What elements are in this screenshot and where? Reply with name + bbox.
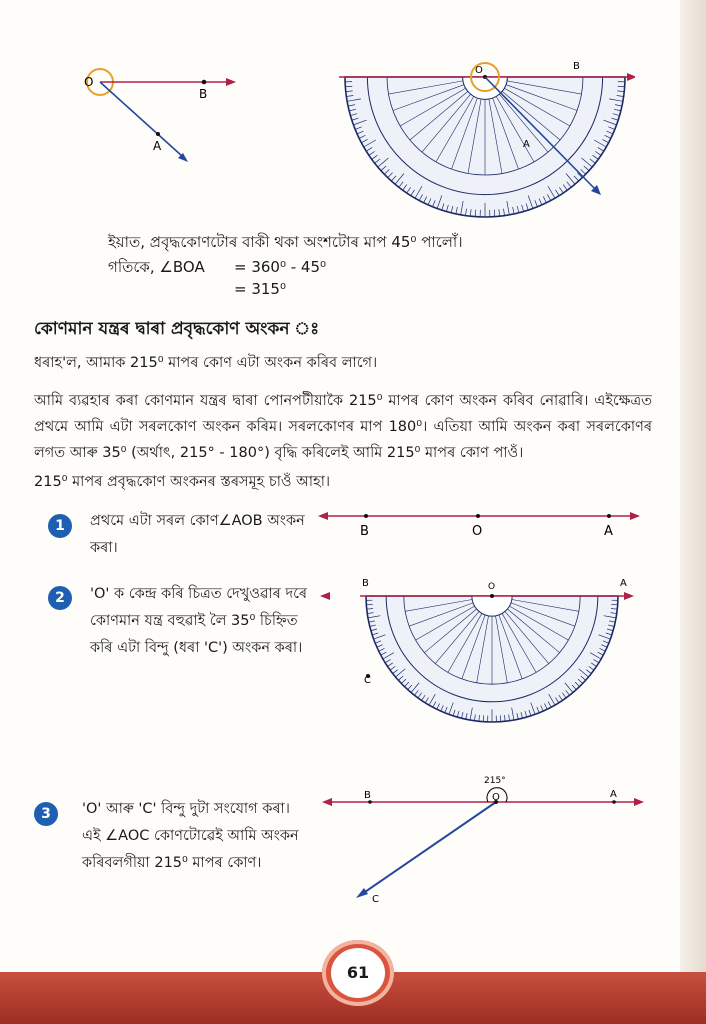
label-a: A <box>523 139 530 150</box>
label-b: B <box>360 524 369 539</box>
label-b: B <box>362 578 369 589</box>
label-a: A <box>610 789 617 800</box>
arrowhead-c <box>356 888 368 898</box>
step-1-badge: 1 <box>48 514 72 538</box>
protractor <box>320 592 634 722</box>
arrowhead-left <box>322 798 332 806</box>
arrowhead-b <box>226 78 236 86</box>
label-c: C <box>372 894 379 905</box>
label-o: O <box>492 792 500 803</box>
label-o: O <box>488 582 496 592</box>
intro-line-2-value: = 360⁰ - 45⁰ <box>234 258 327 276</box>
para-1: ধৰাহ'ল, আমাক 215⁰ মাপৰ কোণ এটা অংকন কৰিব লাগে। <box>34 355 378 371</box>
angle-label: 215° <box>484 776 506 786</box>
point-a <box>612 800 616 804</box>
label-b: B <box>364 790 371 801</box>
protractor <box>339 63 635 217</box>
para-3: 215⁰ মাপৰ প্ৰবৃদ্ধকোণ অংকনৰ স্তৰসমূহ চাওঁ আহা। <box>34 474 331 490</box>
point-a <box>607 514 611 518</box>
label-o: O <box>84 75 94 89</box>
point-b <box>202 80 207 85</box>
label-b: B <box>199 87 208 101</box>
label-o: O <box>472 524 483 539</box>
label-o: O <box>475 65 483 76</box>
center-point <box>490 594 494 598</box>
label-a: A <box>604 524 613 539</box>
arrowhead-left <box>320 592 330 600</box>
ray-oc <box>362 802 496 894</box>
figure-reflex-angle <box>80 60 250 170</box>
arrowhead-right <box>630 512 640 520</box>
intro-line-2-prefix: গতিকে, ∠BOA <box>108 258 205 276</box>
figure-protractor-1 <box>335 55 635 225</box>
label-a: A <box>153 139 162 153</box>
page-number: 61 <box>331 948 385 998</box>
figure-protractor-2 <box>320 576 645 746</box>
figure-straight-angle <box>318 506 648 540</box>
section-heading: কোণমান যন্ত্ৰৰ দ্বাৰা প্ৰবৃদ্ধকোণ অংকন ঃ <box>34 319 320 339</box>
arrowhead-right <box>624 592 634 600</box>
label-b: B <box>573 61 580 72</box>
figure-reflex-215 <box>320 770 650 910</box>
step-2-badge: 2 <box>48 586 72 610</box>
label-c: C <box>364 675 371 686</box>
step-3-text: 'O' আৰু 'C' বিন্দু দুটা সংযোগ কৰা। এই ∠AOC কোণটোৱেই আমি অংকন কৰিবলগীয়া 215⁰ মাপৰ কোণ। <box>82 801 299 871</box>
point-a <box>156 132 160 136</box>
para-2: আমি ব্যৱহাৰ কৰা কোণমান যন্ত্ৰৰ দ্বাৰা পোনপটীয়াকৈ 215⁰ মাপৰ কোণ অংকন কৰিব নোৱাৰি। এইক্ষেত্ৰত প্ৰথমে আমি এটা সৰলকোণ অংকন কৰিম। সৰলকোণৰ মাপ 180⁰। এতিয়া আমি অংকন কৰা সৰলকোণৰ লগত আৰু 35⁰ (অৰ্থাৎ, 215° - 180°) বৃদ্ধি কৰিলেই আমি 215⁰ মাপৰ কোণ পাওঁ। <box>34 393 652 461</box>
arrowhead-right <box>634 798 644 806</box>
point-b <box>364 514 368 518</box>
intro-line-1: ইয়াত, প্ৰবৃদ্ধকোণটোৰ বাকী থকা অংশটোৰ মাপ 45⁰ পালোঁ। <box>108 233 463 251</box>
step-1-text: প্ৰথমে এটা সৰল কোণ∠AOB অংকন কৰা। <box>90 513 305 556</box>
intro-line-3-value: = 315⁰ <box>234 280 286 298</box>
point-o <box>476 514 480 518</box>
step-3-badge: 3 <box>34 802 58 826</box>
page-edge-shadow <box>680 0 706 1024</box>
page-number-badge <box>322 940 394 1006</box>
label-a: A <box>620 578 627 589</box>
arrowhead-b <box>627 73 635 81</box>
step-2-text: 'O' ক কেন্দ্ৰ কৰি চিত্ৰত দেখুওৱাৰ দৰে কোণমান যন্ত্ৰ বহুৱাই লৈ 35⁰ চিহ্নিত কৰি এটা বিন্দু (ধৰা 'C') অংকন কৰা। <box>90 586 308 656</box>
ray-oa <box>100 82 182 156</box>
arrowhead-left <box>318 512 328 520</box>
